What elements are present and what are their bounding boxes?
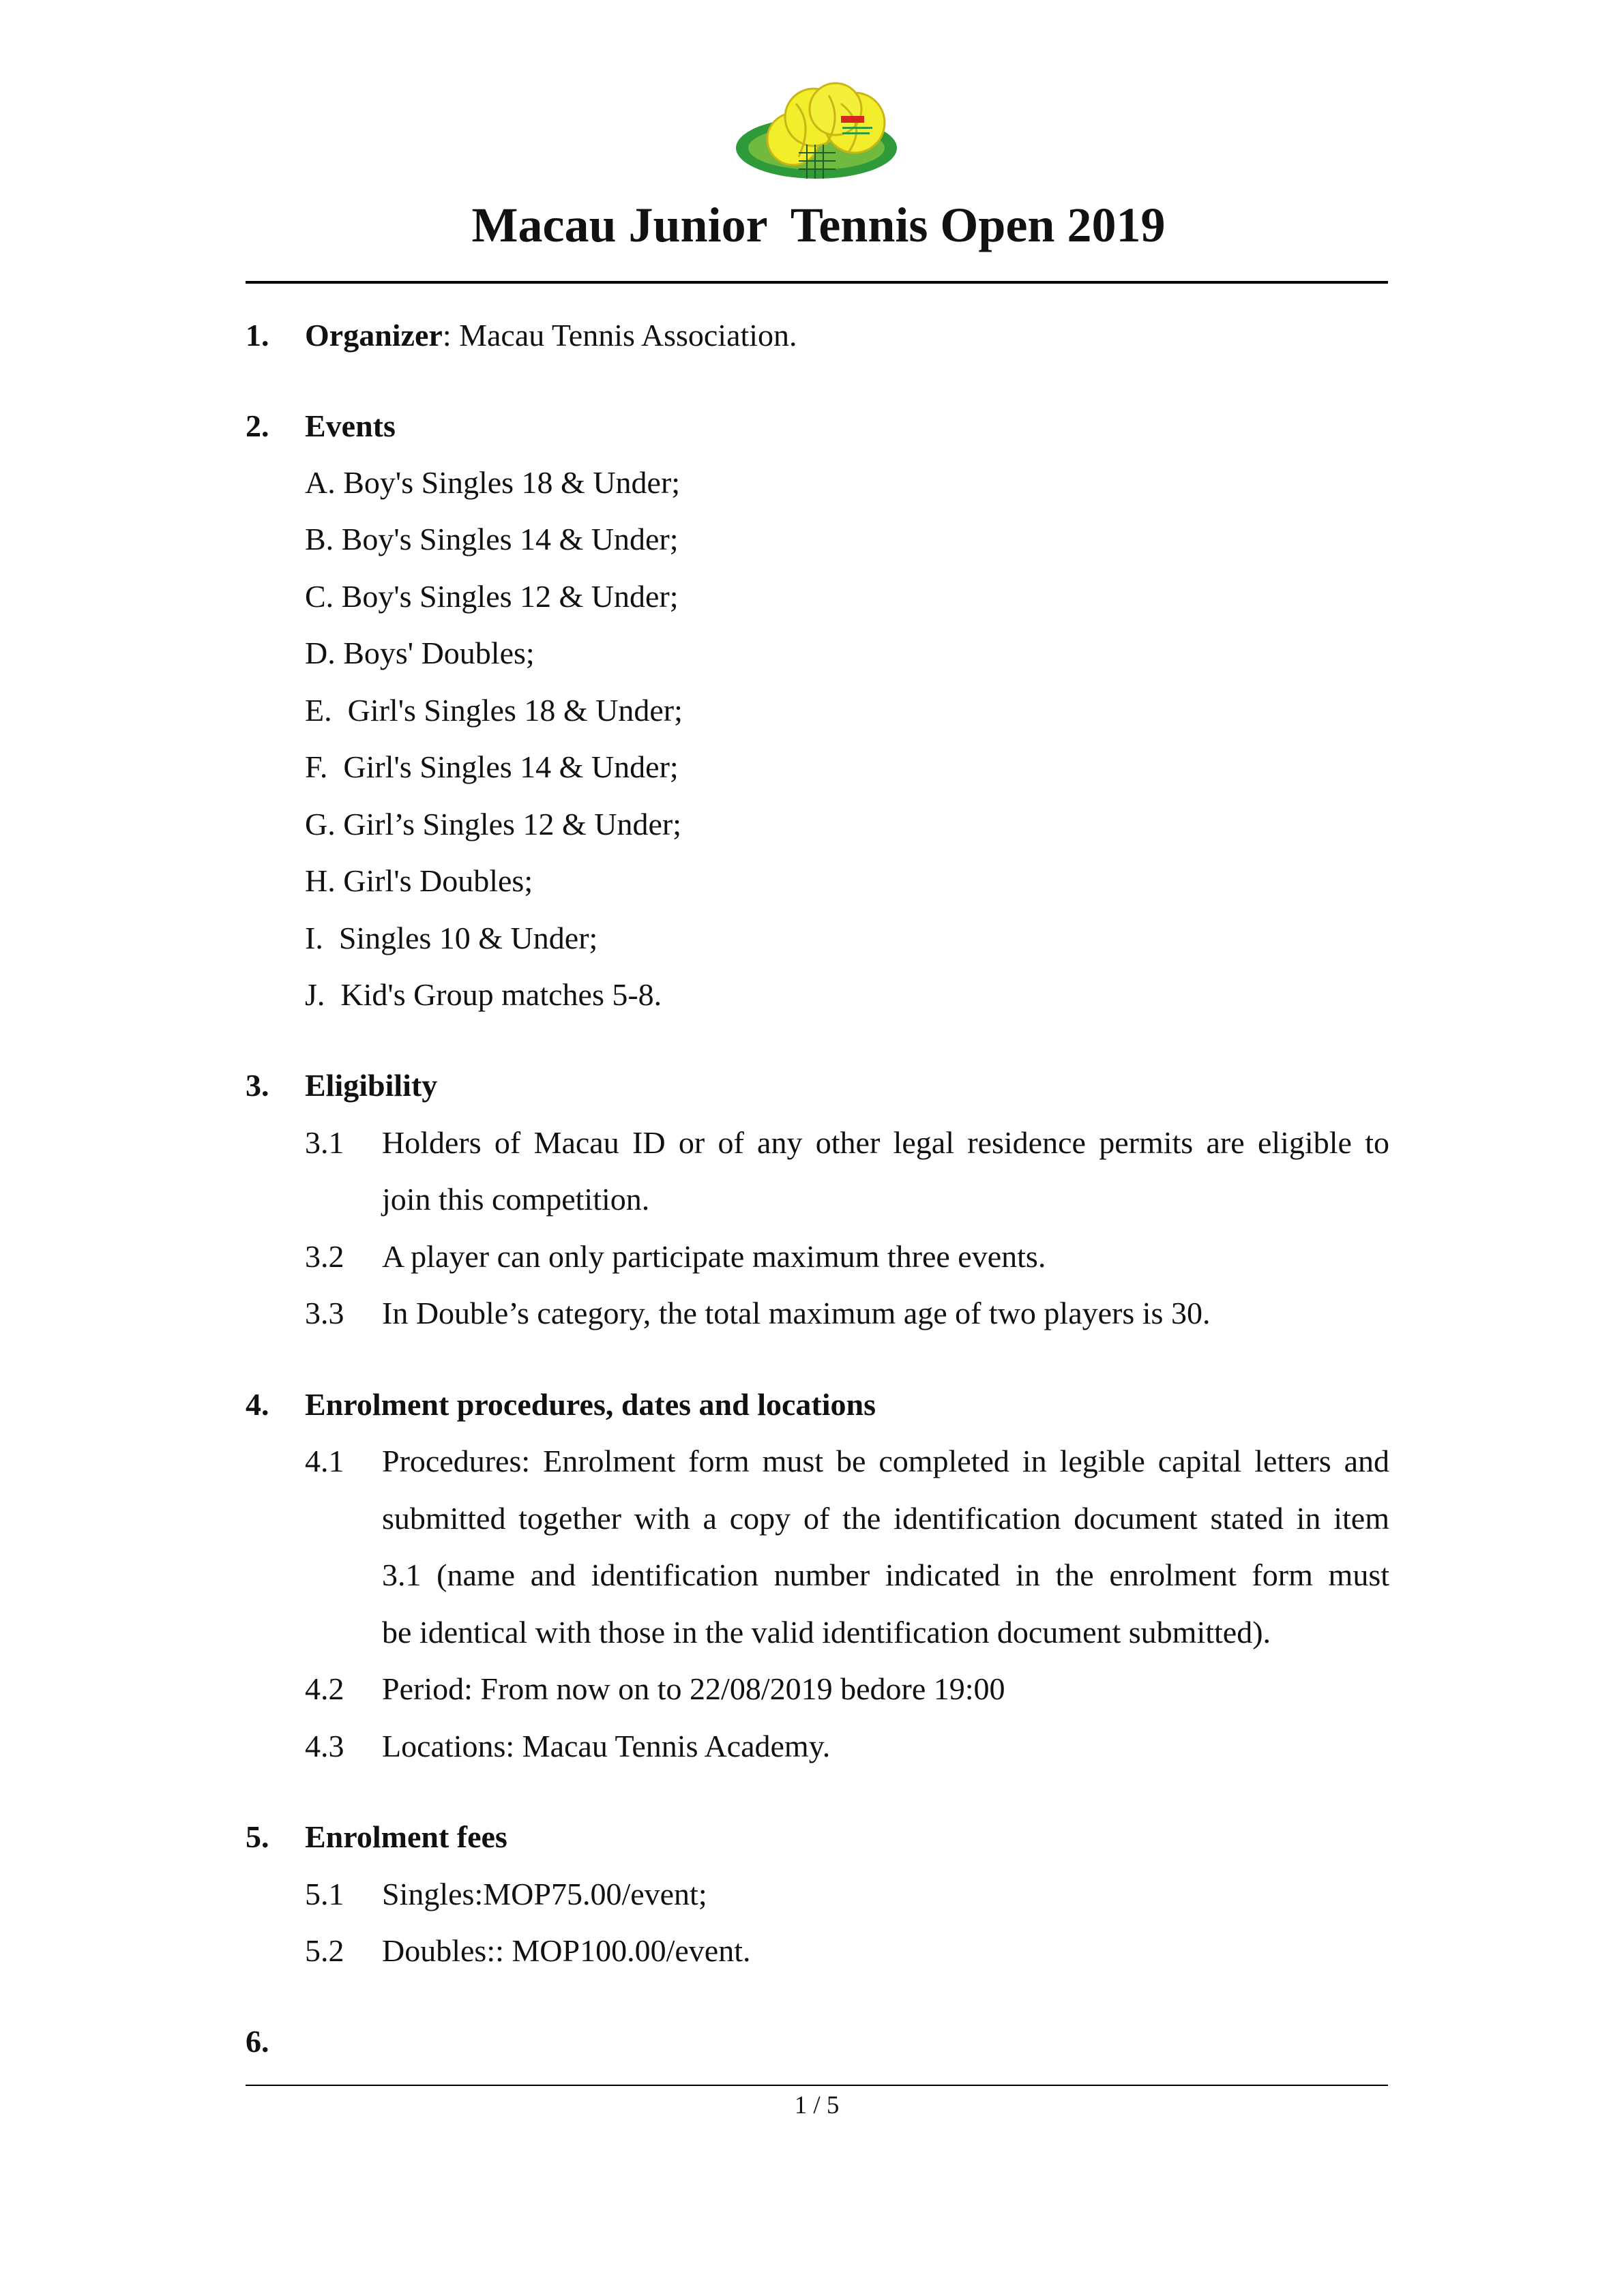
clause-number: 3.2 xyxy=(305,1239,344,1274)
clause-text: Doubles:: MOP100.00/event. xyxy=(382,1933,751,1968)
clause-number: 5.2 xyxy=(305,1933,344,1968)
clause-text: Procedures: Enrolment form must be completed in legible capital letters and xyxy=(382,1444,1389,1478)
organizer-label: Organizer xyxy=(305,318,443,353)
clause-number: 4.2 xyxy=(305,1671,344,1706)
clause-text: Locations: Macau Tennis Academy. xyxy=(382,1729,831,1763)
header-divider xyxy=(246,281,1388,284)
section-heading-fees: Enrolment fees xyxy=(305,1819,507,1854)
clause-text: 3.1 (name and identification number indicated in the enrolment form must xyxy=(382,1557,1389,1592)
section-heading-events: Events xyxy=(305,408,396,443)
event-item: A. Boy's Singles 18 & Under; xyxy=(305,465,681,500)
event-item: J. Kid's Group matches 5-8. xyxy=(305,977,662,1012)
event-item: F. Girl's Singles 14 & Under; xyxy=(305,749,679,784)
organizer-value: : Macau Tennis Association. xyxy=(442,318,797,353)
section-number: 3. xyxy=(246,1068,269,1103)
event-item: D. Boys' Doubles; xyxy=(305,636,535,670)
clause-text: Period: From now on to 22/08/2019 bedore 19:00 xyxy=(382,1671,1005,1706)
event-item: H. Girl's Doubles; xyxy=(305,863,533,898)
section-number: 4. xyxy=(246,1387,269,1422)
clause-number: 4.1 xyxy=(305,1444,344,1478)
page-number: 1 / 5 xyxy=(794,2091,840,2119)
section-heading-eligibility: Eligibility xyxy=(305,1068,438,1103)
event-item: I. Singles 10 & Under; xyxy=(305,921,598,955)
event-item: C. Boy's Singles 12 & Under; xyxy=(305,579,679,614)
clause-number: 4.3 xyxy=(305,1729,344,1763)
clause-number: 3.1 xyxy=(305,1125,344,1160)
section-heading-enrolment: Enrolment procedures, dates and locations xyxy=(305,1387,876,1422)
section-number: 6. xyxy=(246,2024,269,2059)
clause-text: A player can only participate maximum three events. xyxy=(382,1239,1046,1274)
organizer-line xyxy=(305,315,797,356)
clause-text: Singles:MOP75.00/event; xyxy=(382,1877,707,1911)
event-item: B. Boy's Singles 14 & Under; xyxy=(305,522,679,556)
section-number: 2. xyxy=(246,408,269,443)
clause-number: 5.1 xyxy=(305,1877,344,1911)
association-logo xyxy=(733,76,904,182)
clause-number: 3.3 xyxy=(305,1296,344,1330)
clause-text: In Double’s category, the total maximum age of two players is 30. xyxy=(382,1296,1211,1330)
section-number: 1. xyxy=(246,318,269,353)
clause-text: be identical with those in the valid identification document submitted). xyxy=(382,1615,1271,1650)
event-item: G. Girl’s Singles 12 & Under; xyxy=(305,807,681,841)
clause-text: submitted together with a copy of the identification document stated in item xyxy=(382,1501,1389,1536)
footer-divider xyxy=(246,2085,1388,2086)
clause-text: Holders of Macau ID or of any other legal residence permits are eligible to xyxy=(382,1125,1389,1160)
event-item: E. Girl's Singles 18 & Under; xyxy=(305,693,683,728)
clause-text: join this competition. xyxy=(382,1182,650,1217)
document-title: Macau Junior Tennis Open 2019 xyxy=(471,198,1166,252)
section-number: 5. xyxy=(246,1819,269,1854)
